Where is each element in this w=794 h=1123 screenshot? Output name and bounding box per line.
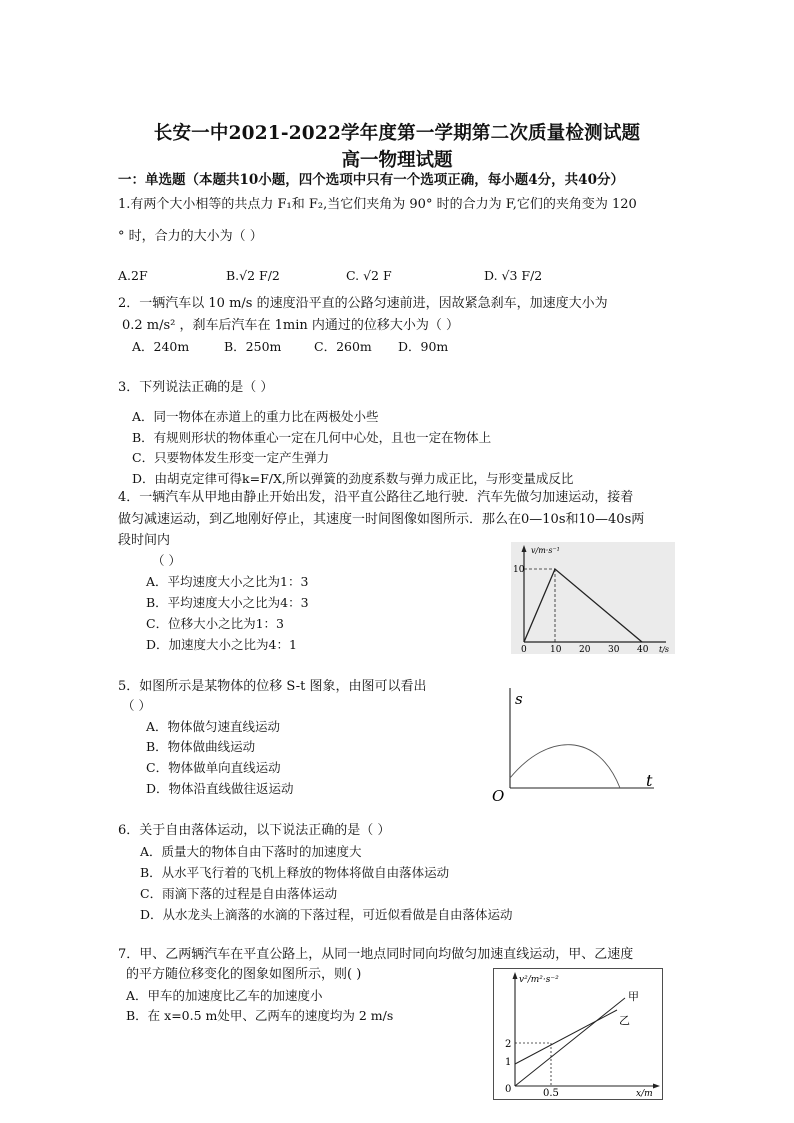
- x-tick-10: 10: [550, 645, 562, 654]
- q7-stem-line2: 的平方随位移变化的图象如图所示，则( ): [126, 967, 362, 982]
- x-tick-0: 0: [521, 645, 527, 654]
- y-axis-label: v²/m²·s⁻²: [519, 975, 559, 985]
- origin-label: O: [492, 787, 505, 804]
- q7-option-b: B．在 x=0.5 m处甲、乙两车的速度均为 2 m/s: [126, 1008, 394, 1023]
- x-tick-30: 30: [608, 645, 620, 654]
- q4-option-c: C．位移大小之比为1：3: [146, 616, 284, 631]
- q2-stem-line2: 0.2 m/s² ，刹车后汽车在 1min 内通过的位移大小为（ ）: [122, 318, 460, 333]
- q1-option-c: C. √2 F: [346, 268, 392, 283]
- y-axis-label: s: [515, 690, 523, 708]
- q3-option-a: A．同一物体在赤道上的重力比在两极处小些: [132, 409, 379, 424]
- y-tick-1: 1: [505, 1057, 512, 1068]
- q5-answer-blank: （ ）: [122, 698, 151, 713]
- q6-option-d: D．从水龙头上滴落的水滴的下落过程，可近似看做是自由落体运动: [140, 907, 513, 922]
- q5-option-d: D．物体沿直线做往返运动: [146, 781, 294, 796]
- y-tick-0: 0: [505, 1084, 512, 1095]
- x-tick-40: 40: [637, 645, 649, 654]
- q6-option-a: A．质量大的物体自由下落时的加速度大: [140, 844, 362, 859]
- q5-stem: 5．如图所示是某物体的位移 S-t 图象，由图可以看出: [118, 679, 427, 694]
- q7-stem-line1: 7．甲、乙两辆汽车在平直公路上，从同一地点同时同向均做匀加速直线运动，甲、乙速度: [118, 947, 634, 962]
- q2-option-a: A．240m: [132, 339, 190, 354]
- q4-option-a: A．平均速度大小之比为1：3: [146, 574, 309, 589]
- q3-option-c: C．只要物体发生形变一定产生弹力: [132, 450, 330, 465]
- q1-stem-line1: 1.有两个大小相等的共点力 F₁和 F₂,当它们夹角为 90° 时的合力为 F,它们的夹角变为 120: [118, 197, 637, 212]
- q2-option-c: C．260m: [314, 339, 372, 354]
- figure-background: [511, 542, 675, 654]
- q3-option-b: B．有规则形状的物体重心一定在几何中心处，且也一定在物体上: [132, 430, 492, 445]
- q4-option-d: D．加速度大小之比为4：1: [146, 637, 297, 652]
- q2-option-b: B．250m: [224, 339, 282, 354]
- q4-stem-line2: 做匀减速运动，到乙地刚好停止，其速度一时间图像如图所示．那么在0—10s和10—40s两: [118, 512, 645, 527]
- y-tick-2: 2: [505, 1039, 512, 1050]
- q4-answer-blank: （ ）: [152, 553, 181, 568]
- y-axis-label: v/m·s⁻¹: [531, 546, 560, 555]
- q3-stem: 3．下列说法正确的是（ ）: [118, 380, 274, 395]
- x-axis-label: x/m: [636, 1089, 653, 1099]
- q5-option-c: C．物体做单向直线运动: [146, 760, 281, 775]
- q5-st-figure: [488, 682, 668, 804]
- q7-v2x-figure: [493, 968, 663, 1100]
- exam-title: 长安一中2021-2022学年度第一学期第二次质量检测试题: [153, 123, 641, 144]
- q4-stem-line3: 段时间内: [118, 533, 171, 548]
- q5-option-b: B．物体做曲线运动: [146, 739, 256, 754]
- x-tick-05: 0.5: [543, 1088, 559, 1099]
- q6-option-b: B．从水平飞行着的飞机上释放的物体将做自由落体运动: [140, 865, 450, 880]
- x-axis-label: t/s: [659, 645, 670, 654]
- figure-border: [494, 969, 663, 1100]
- q5-option-a: A．物体做匀速直线运动: [146, 719, 281, 734]
- q1-option-d: D. √3 F/2: [484, 268, 543, 283]
- line-jia-label: 甲: [628, 990, 639, 1003]
- displacement-curve: [510, 745, 620, 788]
- x-axis-label: t: [646, 771, 653, 790]
- q1-option-a: A.2F: [118, 268, 148, 283]
- q4-vt-figure: [511, 542, 675, 654]
- q1-option-b: B.√2 F/2: [226, 268, 280, 283]
- section-heading: 一：单选题（本题共10小题，四个选项中只有一个选项正确，每小题4分，共40分）: [118, 172, 624, 188]
- q7-option-a: A．甲车的加速度比乙车的加速度小: [126, 988, 323, 1003]
- x-tick-20: 20: [579, 645, 591, 654]
- line-yi-label: 乙: [619, 1014, 630, 1027]
- q6-option-c: C．雨滴下落的过程是自由落体运动: [140, 886, 338, 901]
- q6-stem: 6．关于自由落体运动，以下说法正确的是（ ）: [118, 823, 391, 838]
- q4-stem-line1: 4．一辆汽车从甲地由静止开始出发，沿平直公路往乙地行驶．汽车先做匀加速运动，接着: [118, 490, 634, 505]
- exam-subtitle: 高一物理试题: [341, 150, 453, 171]
- q2-stem-line1: 2．一辆汽车以 10 m/s 的速度沿平直的公路匀速前进，因故紧急刹车，加速度大小为: [118, 296, 608, 311]
- q1-stem-line2: ° 时，合力的大小为（ ）: [118, 229, 263, 244]
- q2-option-d: D．90m: [398, 339, 449, 354]
- q3-option-d: D．由胡克定律可得k=F/X,所以弹簧的劲度系数与弹力成正比，与形变量成反比: [132, 471, 574, 486]
- y-tick-10: 10: [513, 565, 525, 575]
- q4-option-b: B．平均速度大小之比为4：3: [146, 595, 309, 610]
